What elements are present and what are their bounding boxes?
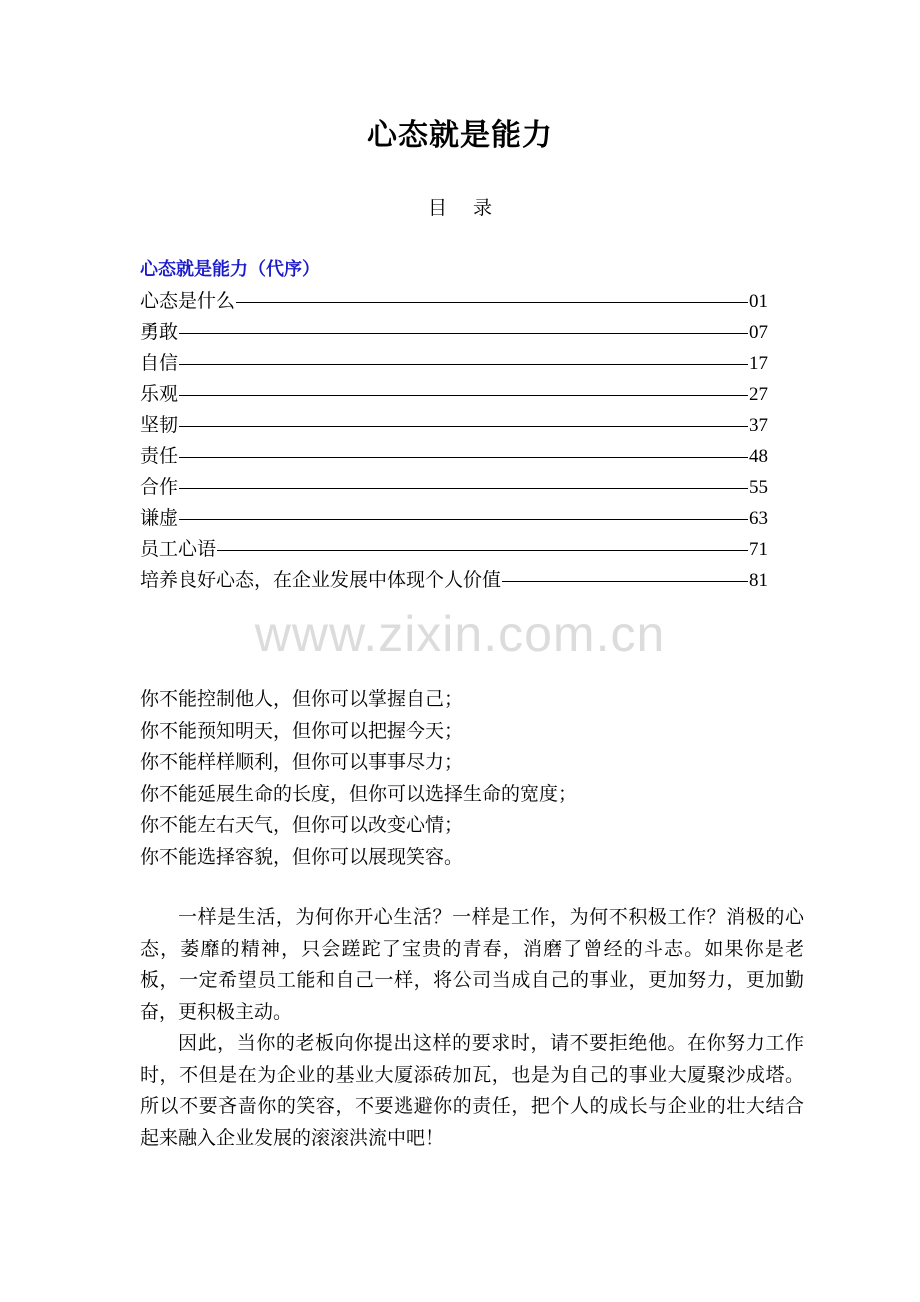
toc-heading-char: 录 (473, 197, 493, 219)
toc-item[interactable] (140, 348, 768, 379)
verse-line: 你不能样样顺利，但你可以事事尽力； (140, 751, 464, 773)
toc-page-number: 48 (749, 446, 768, 467)
verse-line: 你不能控制他人，但你可以掌握自己； (140, 688, 464, 710)
toc-page-number: 55 (749, 477, 768, 498)
toc-item-label: 员工心语 (140, 538, 217, 560)
verse-line: 你不能预知明天，但你可以把握今天； (140, 719, 464, 742)
toc-heading (0, 194, 920, 222)
watermark: www.zixin.com.cn (254, 606, 666, 662)
toc-leader (179, 457, 748, 458)
toc-item-label: 培养良好心态，在企业发展中体现个人价值 (140, 569, 502, 591)
toc-item[interactable] (140, 534, 768, 565)
body-text (140, 902, 804, 1154)
toc-item-label: 心态是什么 (140, 290, 236, 312)
toc-item[interactable] (140, 317, 768, 348)
document-title: 心态就是能力 (367, 118, 553, 153)
toc-item[interactable] (140, 286, 768, 317)
toc-item[interactable] (140, 503, 768, 534)
toc-page-number: 63 (749, 508, 768, 529)
toc-leader (217, 550, 748, 551)
toc-item[interactable] (140, 472, 768, 503)
toc-item-label: 勇敢 (140, 321, 179, 343)
toc-page-number: 71 (749, 539, 768, 560)
toc-leader (179, 519, 748, 520)
toc-item-label: 乐观 (140, 383, 179, 405)
toc-leader (179, 488, 748, 489)
toc-heading-char: 目 (427, 197, 447, 219)
toc-leader (502, 581, 748, 582)
preface-link[interactable]: 心态就是能力（代序） (140, 259, 320, 280)
toc-item-label: 自信 (140, 352, 179, 374)
toc-item-label: 责任 (140, 445, 179, 467)
toc-leader (179, 395, 748, 396)
paragraph: 因此，当你的老板向你提出这样的要求时，请不要拒绝他。在你努力工作时，不但是在为企业的基业大厦添砖加瓦，也是为自己的事业大厦聚沙成塔。所以不要吝啬你的笑容，不要逃避你的责任，把个人的成长与企业的壮大结合起来融入企业发展的滚滚洪流中吧！ (140, 1032, 804, 1149)
toc-item[interactable] (140, 379, 768, 410)
toc-page-number: 81 (749, 570, 768, 591)
toc-item-label: 坚韧 (140, 414, 179, 436)
toc-leader (236, 302, 748, 303)
toc-list (140, 286, 768, 596)
toc-page-number: 27 (749, 384, 768, 405)
verse-line: 你不能延展生命的长度，但你可以选择生命的宽度； (140, 782, 578, 805)
toc-page-number: 17 (749, 353, 768, 374)
toc-leader (179, 333, 748, 334)
toc-item-label: 谦虚 (140, 507, 179, 529)
toc-page-number: 01 (749, 291, 768, 312)
verse-line: 你不能左右天气，但你可以改变心情； (140, 814, 464, 836)
verse-block (140, 684, 800, 873)
toc-page-number: 37 (749, 415, 768, 436)
toc-item[interactable] (140, 565, 768, 596)
toc-leader (179, 364, 748, 365)
toc-item[interactable] (140, 410, 768, 441)
toc-item-label: 合作 (140, 476, 179, 498)
verse-line: 你不能选择容貌，但你可以展现笑容。 (140, 845, 464, 868)
toc-leader (179, 426, 748, 427)
toc-item[interactable] (140, 441, 768, 472)
toc-page-number: 07 (749, 322, 768, 343)
paragraph: 一样是生活，为何你开心生活？一样是工作，为何不积极工作？消极的心态，萎靡的精神，只会蹉跎了宝贵的青春，消磨了曾经的斗志。如果你是老板，一定希望员工能和自己一样，将公司当成自己的事业，更加努力，更加勤奋，更积极主动。 (140, 906, 804, 1023)
